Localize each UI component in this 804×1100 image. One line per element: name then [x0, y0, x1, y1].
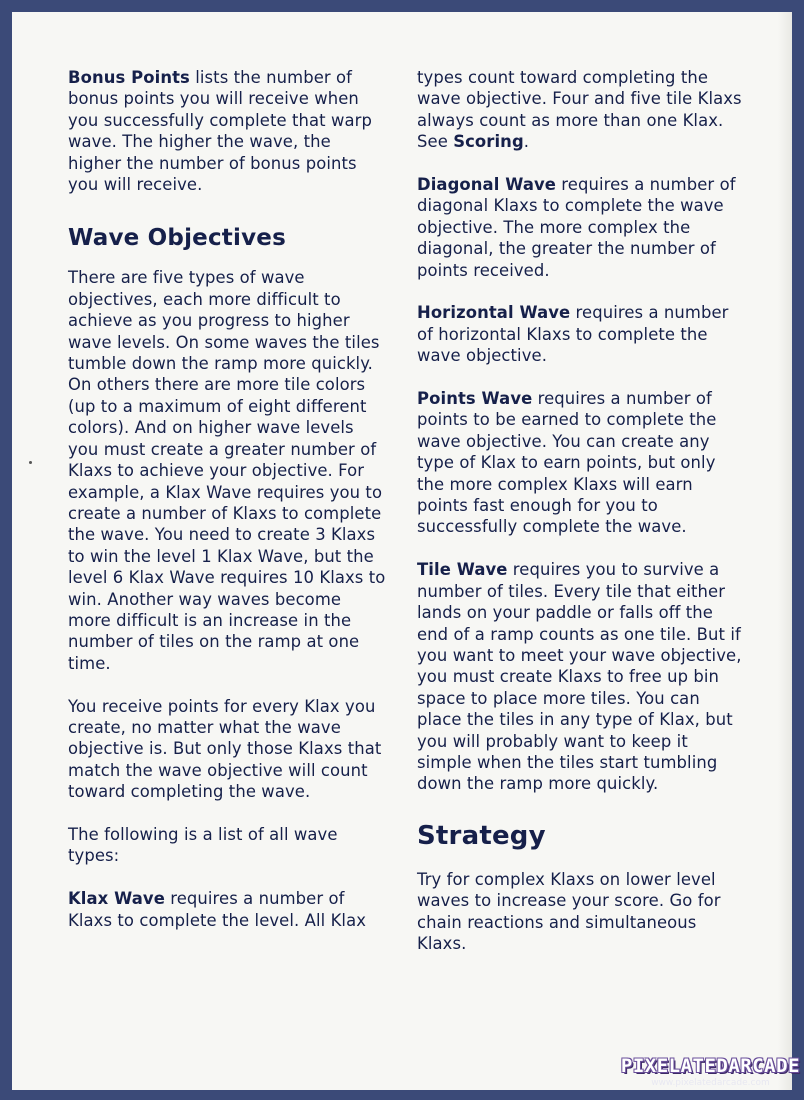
diagonal-wave-term: Diagonal Wave — [417, 175, 556, 195]
print-speck — [29, 461, 32, 464]
klax-wave-term: Klax Wave — [68, 889, 165, 909]
page-edge — [778, 12, 792, 1090]
bonus-points-term: Bonus Points — [68, 68, 190, 87]
points-wave-text: requires a number of points to be earned to complete the wave objective. You can create any type of Klax to earn points, but only the more complex Klaxs will earn points fast enough for you to successfully complete the wave. — [417, 389, 717, 537]
left-column — [68, 67, 388, 931]
watermark — [621, 1055, 800, 1088]
strategy-paragraph: Try for complex Klaxs on lower level waves to increase your score. Go for chain reactions and simultaneous Klaxs. — [417, 869, 721, 953]
diagonal-wave-text: requires a number of diagonal Klaxs to complete the wave objective. The more complex the diagonal, the greater the number of points received. — [417, 175, 736, 280]
points-wave-paragraph — [417, 388, 747, 538]
scoring-reference: Scoring — [453, 132, 524, 152]
diagonal-wave-paragraph — [417, 174, 747, 281]
klax-wave-paragraph — [68, 888, 388, 931]
list-intro: The following is a list of all wave types: — [68, 824, 338, 866]
points-paragraph: You receive points for every Klax you create, no matter what the wave objective is. But only those Klaxs that match the wave objective will count toward completing the wave. — [68, 696, 382, 802]
klax-wave-text: requires a number of Klaxs to complete the level. All Klax — [68, 889, 367, 930]
tile-wave-paragraph — [417, 559, 747, 794]
bonus-points-paragraph — [68, 67, 388, 195]
wave-objectives-heading: Wave Objectives — [68, 225, 286, 252]
bonus-points-text: lists the number of bonus points you will receive when you successfully complete that warp wave. The higher the wave, the higher the number of bonus points you will receive. — [68, 68, 372, 195]
klax-wave-continued-end: . — [523, 132, 530, 152]
tile-wave-text: requires you to survive a number of tiles. Every tile that either lands on your paddle or falls off the end of a ramp counts as one tile. But if you want to meet your wave objective, you must create Klaxs to free up bin space to place more tiles. You can place the tiles in any type of Klax, but you will probably want to keep it simple when the tiles start tumbling down the ramp more quickly. — [417, 560, 742, 794]
horizontal-wave-text: requires a number of horizontal Klaxs to complete the wave objective. — [417, 303, 729, 366]
watermark-url: www.pixelatedarcade.com — [651, 1078, 770, 1088]
klax-wave-continued — [417, 67, 747, 153]
klax-wave-continued-text: types count toward completing the wave objective. Four and five tile Klaxs always count as more than one Klax. See — [417, 68, 742, 152]
strategy-heading: Strategy — [417, 820, 546, 851]
points-wave-term: Points Wave — [417, 389, 533, 409]
right-column — [417, 67, 747, 954]
watermark-title: PIXELATEDARCADE — [620, 1055, 800, 1077]
horizontal-wave-term: Horizontal Wave — [417, 303, 571, 323]
manual-page — [12, 12, 792, 1090]
wave-objectives-intro: There are five types of wave objectives, each more difficult to achieve as you progress to higher wave levels. On some waves the tiles tumble down the ramp more quickly. On others there are more tile colors (up to a maximum of eight different colors). And on higher wave levels you must create a greater number of Klaxs to achieve your objective. For example, a Klax Wave requires you to create a number of Klaxs to complete the wave. You need to create 3 Klaxs to win the level 1 Klax Wave, but the level 6 Klax Wave requires 10 Klaxs to win. Another way waves become more difficult is an increase in the number of tiles on the ramp at one time. — [68, 268, 386, 673]
tile-wave-term: Tile Wave — [417, 560, 508, 580]
horizontal-wave-paragraph — [417, 302, 747, 366]
